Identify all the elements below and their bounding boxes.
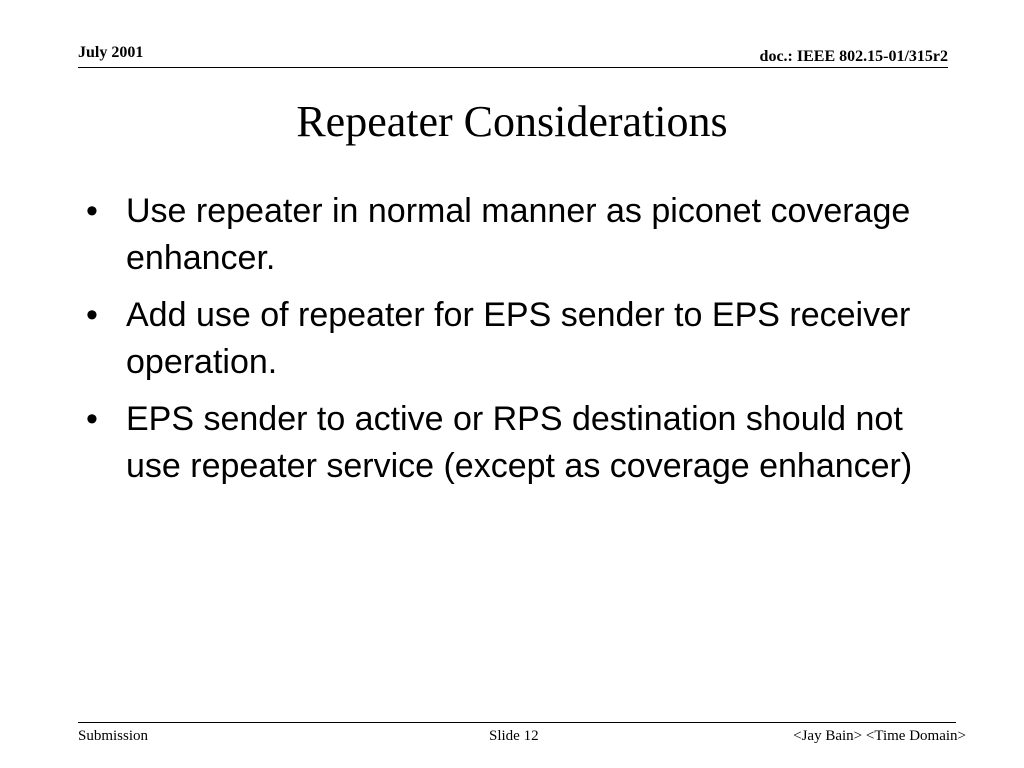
bullet-marker: • [86,400,98,438]
footer-submission: Submission [78,728,149,744]
bullet-marker: • [86,192,98,230]
footer-author: <Jay Bain> <Time Domain> [793,728,966,744]
footer-slide-number: Slide 12 [489,728,539,744]
bullet-list [86,188,926,500]
bullet-item [86,396,926,490]
header-date: July 2001 [78,44,144,61]
header-divider [78,67,948,68]
bullet-item [86,292,926,386]
bullet-text: Add use of repeater for EPS sender to EPS receiver operation. [126,296,911,381]
bullet-text: Use repeater in normal manner as piconet coverage enhancer. [126,192,911,277]
header-doc-id: doc.: IEEE 802.15-01/315r2 [759,48,948,65]
bullet-item [86,188,926,282]
slide-title: Repeater Considerations [296,97,728,146]
bullet-text: EPS sender to active or RPS destination should not use repeater service (except as coverage enhancer) [126,400,913,485]
bullet-marker: • [86,296,98,334]
footer-divider [78,722,956,723]
